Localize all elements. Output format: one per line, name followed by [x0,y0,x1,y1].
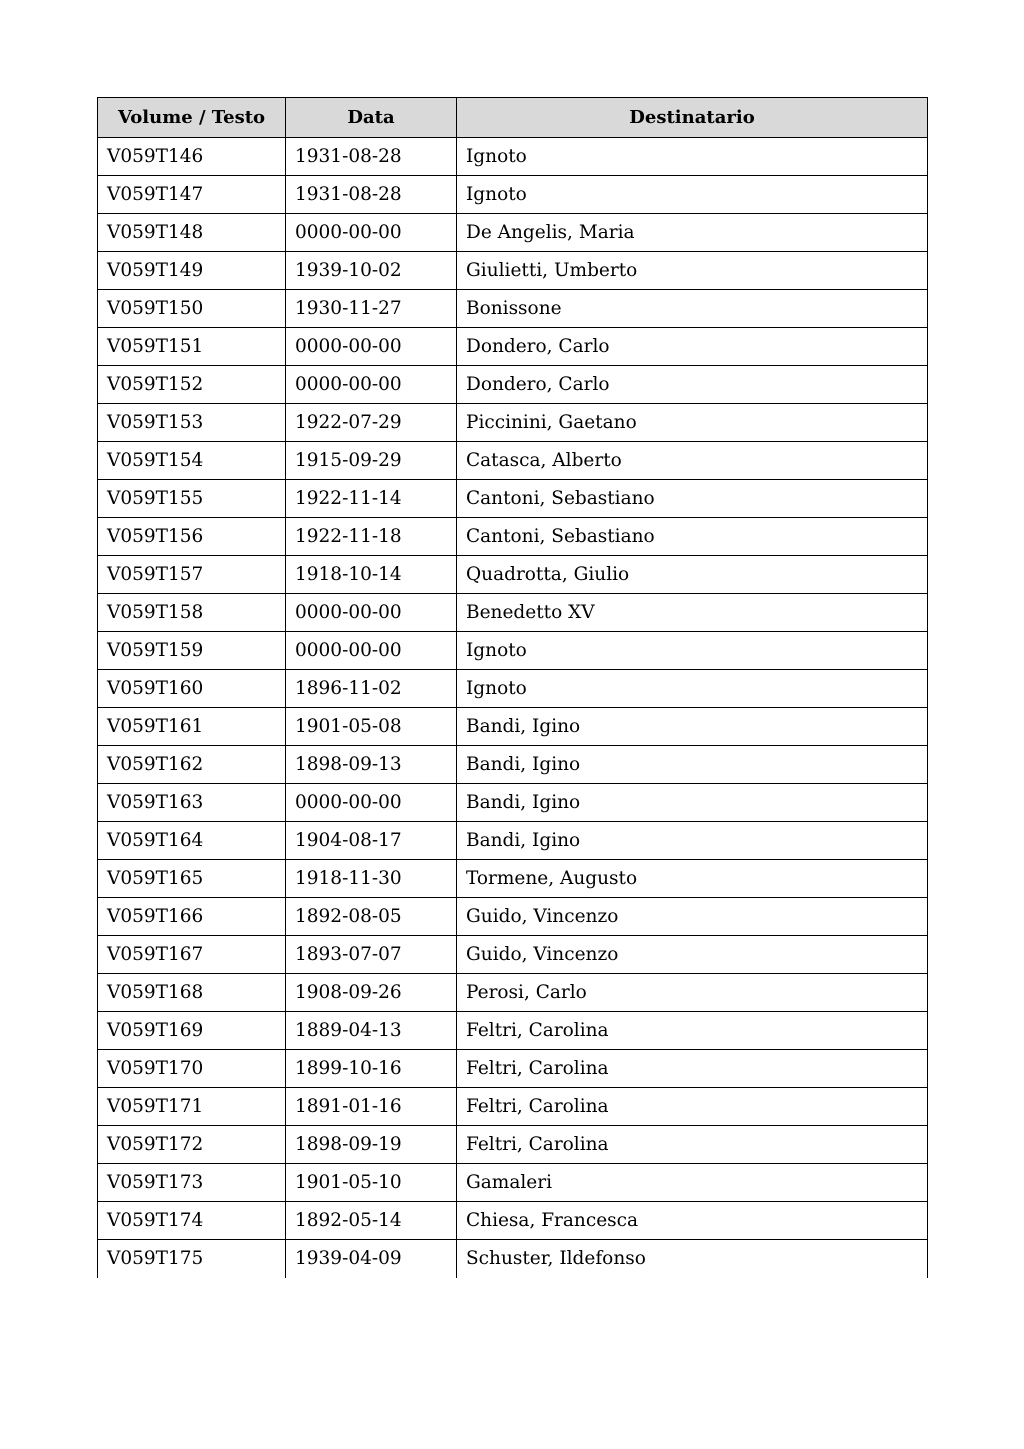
cell-data: 1922-07-29 [286,404,457,442]
cell-volume-testo: V059T151 [98,328,286,366]
cell-destinatario: Dondero, Carlo [457,328,928,366]
cell-data: 1922-11-14 [286,480,457,518]
cell-volume-testo: V059T152 [98,366,286,404]
cell-data: 0000-00-00 [286,214,457,252]
cell-volume-testo: V059T167 [98,936,286,974]
cell-data: 0000-00-00 [286,632,457,670]
cell-destinatario: Tormene, Augusto [457,860,928,898]
cell-data: 1893-07-07 [286,936,457,974]
table-row [98,822,928,860]
cell-data: 1922-11-18 [286,518,457,556]
document-table-container [97,97,927,1278]
cell-volume-testo: V059T166 [98,898,286,936]
cell-data: 1892-08-05 [286,898,457,936]
table-row [98,860,928,898]
table-row [98,1088,928,1126]
cell-volume-testo: V059T170 [98,1050,286,1088]
cell-volume-testo: V059T148 [98,214,286,252]
cell-volume-testo: V059T147 [98,176,286,214]
cell-volume-testo: V059T150 [98,290,286,328]
cell-destinatario: Quadrotta, Giulio [457,556,928,594]
table-row [98,784,928,822]
cell-volume-testo: V059T162 [98,746,286,784]
cell-data: 1931-08-28 [286,138,457,176]
cell-destinatario: Cantoni, Sebastiano [457,518,928,556]
table-row [98,404,928,442]
table-row [98,442,928,480]
cell-volume-testo: V059T173 [98,1164,286,1202]
cell-destinatario: Piccinini, Gaetano [457,404,928,442]
table-body [98,138,928,1278]
cell-data: 1904-08-17 [286,822,457,860]
cell-data: 0000-00-00 [286,328,457,366]
cell-volume-testo: V059T156 [98,518,286,556]
cell-data: 1930-11-27 [286,290,457,328]
cell-destinatario: Feltri, Carolina [457,1012,928,1050]
letters-table [97,97,928,1278]
cell-data: 1892-05-14 [286,1202,457,1240]
cell-volume-testo: V059T153 [98,404,286,442]
table-row [98,328,928,366]
cell-destinatario: Ignoto [457,670,928,708]
table-row [98,1240,928,1278]
table-row [98,1202,928,1240]
table-row [98,366,928,404]
cell-destinatario: Catasca, Alberto [457,442,928,480]
cell-destinatario: De Angelis, Maria [457,214,928,252]
table-row [98,556,928,594]
header-volume-testo: Volume / Testo [98,98,286,138]
cell-volume-testo: V059T172 [98,1126,286,1164]
cell-data: 1889-04-13 [286,1012,457,1050]
table-row [98,138,928,176]
cell-volume-testo: V059T163 [98,784,286,822]
cell-volume-testo: V059T154 [98,442,286,480]
cell-destinatario: Chiesa, Francesca [457,1202,928,1240]
cell-destinatario: Ignoto [457,632,928,670]
cell-data: 0000-00-00 [286,594,457,632]
cell-volume-testo: V059T149 [98,252,286,290]
cell-data: 1939-10-02 [286,252,457,290]
cell-data: 1915-09-29 [286,442,457,480]
header-destinatario: Destinatario [457,98,928,138]
table-row [98,290,928,328]
table-row [98,1164,928,1202]
cell-destinatario: Feltri, Carolina [457,1088,928,1126]
table-row [98,518,928,556]
cell-volume-testo: V059T175 [98,1240,286,1278]
cell-data: 1918-11-30 [286,860,457,898]
cell-data: 0000-00-00 [286,784,457,822]
cell-volume-testo: V059T160 [98,670,286,708]
table-row [98,746,928,784]
cell-volume-testo: V059T174 [98,1202,286,1240]
table-row [98,1050,928,1088]
cell-volume-testo: V059T169 [98,1012,286,1050]
cell-destinatario: Guido, Vincenzo [457,898,928,936]
cell-destinatario: Guido, Vincenzo [457,936,928,974]
header-row [98,98,928,138]
table-header [98,98,928,138]
cell-volume-testo: V059T171 [98,1088,286,1126]
cell-destinatario: Benedetto XV [457,594,928,632]
table-row [98,252,928,290]
table-row [98,708,928,746]
table-row [98,1126,928,1164]
table-row [98,670,928,708]
cell-data: 1899-10-16 [286,1050,457,1088]
cell-data: 1908-09-26 [286,974,457,1012]
cell-destinatario: Cantoni, Sebastiano [457,480,928,518]
table-row [98,214,928,252]
cell-destinatario: Dondero, Carlo [457,366,928,404]
cell-destinatario: Feltri, Carolina [457,1126,928,1164]
cell-destinatario: Bonissone [457,290,928,328]
table-row [98,898,928,936]
cell-data: 0000-00-00 [286,366,457,404]
cell-destinatario: Ignoto [457,176,928,214]
cell-volume-testo: V059T155 [98,480,286,518]
header-data: Data [286,98,457,138]
table-row [98,480,928,518]
cell-data: 1896-11-02 [286,670,457,708]
cell-data: 1939-04-09 [286,1240,457,1278]
cell-data: 1898-09-19 [286,1126,457,1164]
cell-data: 1931-08-28 [286,176,457,214]
cell-destinatario: Bandi, Igino [457,822,928,860]
cell-data: 1918-10-14 [286,556,457,594]
cell-volume-testo: V059T165 [98,860,286,898]
cell-destinatario: Ignoto [457,138,928,176]
cell-volume-testo: V059T158 [98,594,286,632]
cell-volume-testo: V059T157 [98,556,286,594]
cell-destinatario: Giulietti, Umberto [457,252,928,290]
table-row [98,1012,928,1050]
cell-data: 1901-05-10 [286,1164,457,1202]
cell-data: 1891-01-16 [286,1088,457,1126]
cell-destinatario: Feltri, Carolina [457,1050,928,1088]
table-row [98,936,928,974]
cell-data: 1898-09-13 [286,746,457,784]
cell-volume-testo: V059T159 [98,632,286,670]
cell-destinatario: Bandi, Igino [457,708,928,746]
table-row [98,632,928,670]
table-row [98,176,928,214]
table-row [98,594,928,632]
cell-volume-testo: V059T168 [98,974,286,1012]
cell-destinatario: Bandi, Igino [457,784,928,822]
cell-volume-testo: V059T164 [98,822,286,860]
cell-data: 1901-05-08 [286,708,457,746]
cell-destinatario: Perosi, Carlo [457,974,928,1012]
cell-destinatario: Bandi, Igino [457,746,928,784]
cell-destinatario: Schuster, Ildefonso [457,1240,928,1278]
cell-destinatario: Gamaleri [457,1164,928,1202]
cell-volume-testo: V059T146 [98,138,286,176]
table-row [98,974,928,1012]
cell-volume-testo: V059T161 [98,708,286,746]
